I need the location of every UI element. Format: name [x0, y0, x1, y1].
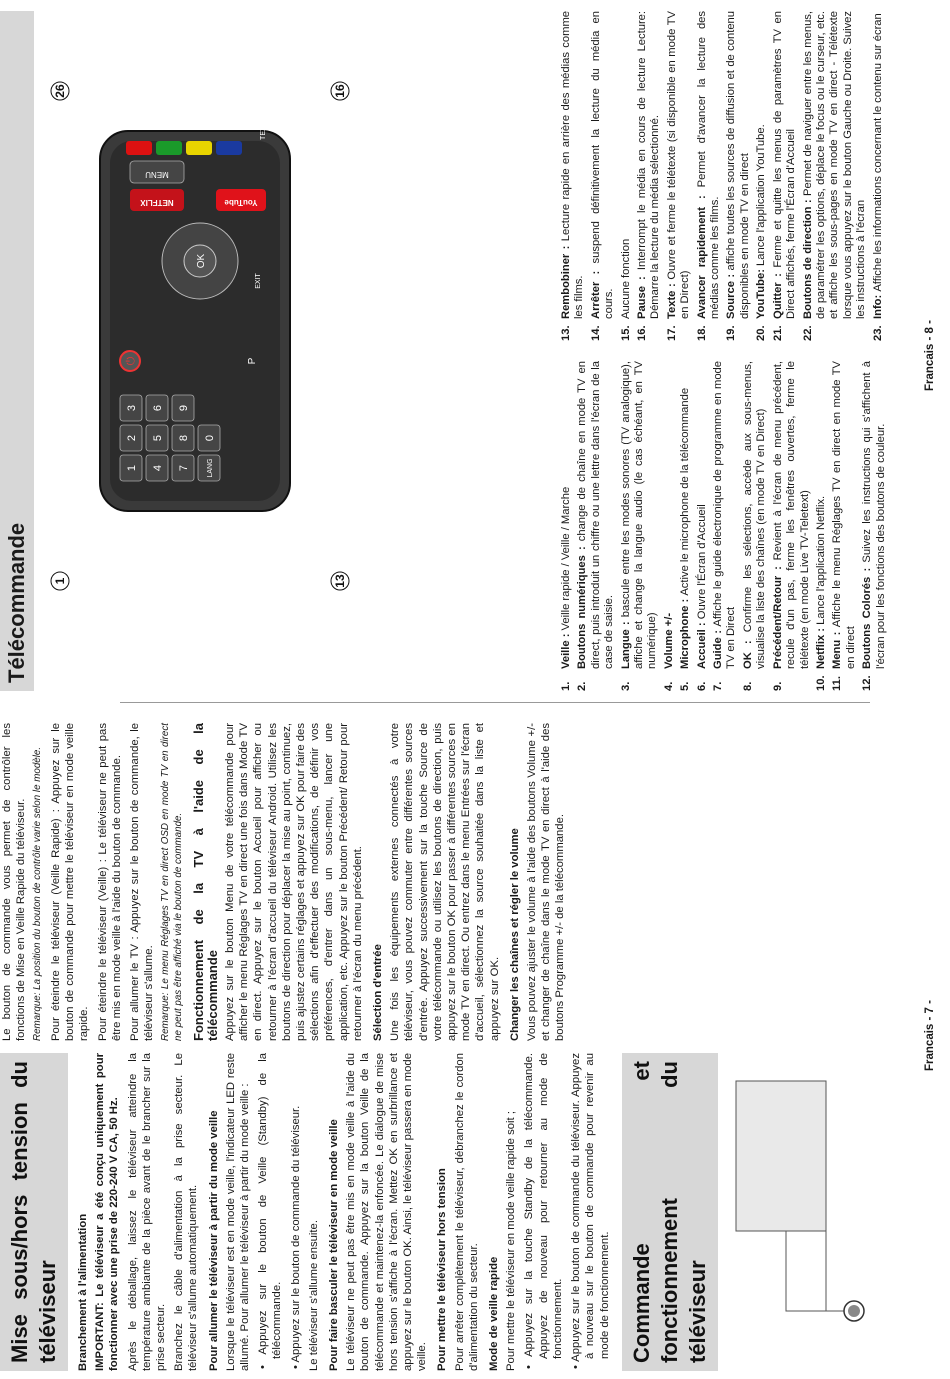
red-button[interactable]	[126, 141, 152, 155]
section-title-power: Mise sous/hors tension du téléviseur	[0, 1053, 68, 1371]
remote-key-item	[712, 361, 739, 691]
remote-key-label: Accueil :	[695, 619, 708, 669]
remote-key-label: Avancer rapidement :	[695, 187, 708, 319]
remote-key-number: 19.	[725, 325, 738, 341]
callout-13: 13	[333, 574, 347, 588]
callout-26: 26	[53, 84, 67, 98]
remote-key-number: 20.	[755, 325, 768, 341]
remote-key-description: Veille : Veille rapide / Veille / Marche	[560, 486, 572, 669]
left-column-1	[0, 1053, 876, 1371]
remote-key-item	[590, 11, 617, 341]
remote-diagram	[40, 11, 555, 691]
remote-key-item	[772, 11, 799, 341]
remote-key-item	[696, 361, 709, 691]
heading-quick-standby: Mode de veille rapide	[488, 1256, 501, 1371]
remote-key-item	[620, 361, 660, 691]
remote-key-description: Netflix : Lance l'application Netflix.	[814, 495, 827, 669]
key-6-label: 6	[152, 404, 164, 412]
paragraph-quick-off: Pour éteindre le téléviseur (Veille Rapide) : Appuyez sur le bouton de commande pour mettre le téléviseur en mode veille rapide.	[50, 723, 91, 1041]
key-2-label: 2	[126, 434, 138, 442]
remote-key-item	[560, 361, 573, 691]
remote-key-number: 16.	[636, 325, 649, 341]
paragraph-to-standby: Le téléviseur ne peut pas être mis en mode veille à l'aide du bouton de commande. Appuyez sur la bouton Veille de la télécommande et maintenez-la enfoncée. Le dialogue de mise hors tension s'affiche à l'écran. Mettez OK en surbrillance et appuyez sur le bouton OK. Ainsi, le téléviseur passera en mode veille.	[345, 1053, 429, 1371]
remote-key-description: Rembobiner : Lecture rapide en arrière des médias comme les films.	[560, 11, 586, 319]
remote-key-label: OK :	[741, 632, 754, 669]
remote-key-number: 9.	[771, 681, 784, 691]
program-label: P	[247, 357, 258, 365]
important-note: IMPORTANT: Le téléviseur a été conçu uniquement pour fonctionner avec une prise de 220-240 V CA, 50 Hz.	[94, 1053, 121, 1371]
heading-to-standby: Pour faire basculer le téléviseur en mode veille	[328, 1119, 341, 1371]
heading-remote-operation: Fonctionnement de la TV à l'aide de la télécommande	[190, 723, 220, 1041]
remote-key-number: 18.	[695, 325, 708, 341]
remote-key-number: 13.	[560, 325, 572, 341]
remote-key-label: Menu :	[831, 627, 844, 669]
remote-key-number: 2.	[576, 681, 589, 691]
remote-key-number: 4.	[662, 681, 675, 691]
green-button[interactable]	[156, 141, 182, 155]
remote-key-number: 11.	[831, 676, 844, 691]
remote-key-label: Boutons numériques :	[576, 541, 589, 669]
key-7-label: 7	[178, 464, 190, 472]
callout-16: 16	[333, 84, 347, 98]
remote-key-item	[636, 11, 663, 341]
remote-key-description: Menu : Affiche le menu Réglages TV en direct en mode TV en direct	[831, 361, 857, 669]
exit-label: EXIT	[255, 273, 262, 289]
section-title-control: Commande et fonctionnement du téléviseur	[622, 1053, 718, 1371]
blue-button[interactable]	[216, 141, 242, 155]
remote-key-description: Quitter : Ferme et quitte les menus de paramètres TV en Direct affichés, ferme l'Écran d'Accueil	[771, 11, 798, 319]
remark-control-position: Remarque: La position du bouton de contrôle varie selon le modèle.	[32, 746, 44, 1041]
remote-key-item	[696, 11, 723, 341]
page-footer-left: Francais - 7 -	[924, 1000, 936, 1071]
text-label: TEXT	[260, 122, 267, 140]
remote-key-list	[560, 11, 920, 691]
remote-key-description	[663, 361, 676, 669]
remote-key-list-columns	[560, 11, 900, 691]
remote-key-item	[666, 11, 693, 341]
paragraph-turn-on: Pour allumer le TV : Appuyez sur le bouton de commande, le téléviseur s'allume.	[129, 723, 156, 1041]
power-icon: ⏻	[125, 356, 137, 366]
remote-key-number: 17.	[665, 325, 678, 341]
remote-key-description: Boutons de direction : Permet de naviguer entre les menus, de paramétrer les options, déplace le focus ou le curseur, etc. et affiche les sous-pages en mode TV en direct - Télétexte lorsque vous appuyez sur le bouton Gauche ou Droite. Suivez les instructions à l'écran	[801, 11, 868, 319]
remote-key-label: Veille :	[560, 630, 572, 669]
remote-key-description: Avancer rapidement : Permet d'avancer la lecture des médias comme les films.	[695, 11, 722, 319]
ok-label: OK	[196, 253, 207, 269]
remote-key-item	[725, 11, 752, 341]
remote-key-label: Arrêter :	[589, 263, 602, 319]
remote-key-label: Précédent/Retour :	[771, 560, 784, 669]
remote-key-label: Texte :	[665, 279, 678, 319]
tv-corner-drawing	[726, 1071, 876, 1371]
remote-key-label: YouTube:	[755, 265, 768, 319]
remote-key-label: Info:	[871, 291, 884, 319]
paragraph-channels-volume: Vous pouvez ajuster le volume à l'aide des boutons Volume +/- et changer de chaîne dans le mode TV en direct à l'aide des boutons Programme +/- de la télécommande.	[526, 723, 567, 1041]
remote-key-item	[872, 11, 885, 341]
remote-key-label: Pause :	[636, 270, 649, 319]
remote-key-label: Netflix :	[814, 624, 827, 669]
remote-key-description: Microphone : Active le microphone de la télécommande	[679, 387, 692, 669]
remote-key-description: Arrêter : suspend définitivement la lecture du média en cours.	[589, 11, 616, 319]
remote-key-label: Microphone :	[679, 595, 692, 669]
paragraph-turns-on: Le téléviseur s'allume ensuite.	[307, 1220, 320, 1371]
key-8-label: 8	[178, 434, 190, 442]
remote-key-description: Langue : bascule entre les modes sonores (TV analogique), affiche et change la langue audio (le cas échéant, en TV numérique)	[619, 361, 659, 669]
left-page	[0, 711, 950, 1371]
paragraph-remote-operation: Appuyez sur le bouton Menu de votre télécommande pour afficher le menu Réglages TV en direct une fois dans Mode TV en direct. Appuyez sur le bouton Accueil pour afficher ou retourner à l'écran d'accueil du téléviseur Android. Utilisez les boutons de direction pour déplacer la mise au point, continuez, puis ajustez certains réglages et appuyez sur OK pour faire des sélections afin d'effectuer des modifications, de définir vos préférences, d'entrer dans un sous-menu, lancer une application, etc. Appuyez sur le bouton Précédent/ Retour pour retourner à l'écran du menu précédent.	[224, 723, 364, 1041]
heading-channels-volume: Changer les chaînes et régler le volume	[508, 828, 521, 1041]
heading-on-from-standby: Pour allumer le téléviseur à partir du mode veille	[207, 1110, 220, 1371]
paragraph-input-selection: Une fois les équipements externes connectés à votre téléviseur, vous pouvez commuter entre différentes sources d'entrée. Appuyez successivement sur la touche Source de votre télécommande ou utilisez les boutons de direction, puis appuyez sur le bouton OK pour passer à différentes sources en mode TV en direct. Ou entrez dans le menu Entrées sur l'écran d'accueil, sélectionnez la source souhaitée dans la liste et appuyez sur OK.	[389, 723, 501, 1041]
remote-key-description: Boutons Colorés : Suivez les instructions qui s'affichent à l'écran pour les fonctions des boutons de couleur.	[861, 361, 887, 669]
remote-key-number: 3.	[619, 681, 632, 691]
remote-key-item	[742, 361, 769, 691]
remote-key-number: 21.	[771, 325, 784, 341]
remote-key-description: OK : Confirme les sélections, accède aux sous-menus, visualise la liste des chaînes (en mode TV en Direct)	[741, 361, 768, 669]
paragraph-plug: Branchez le câble d'alimentation à la prise secteur. Le téléviseur s'allume automatiquement.	[173, 1053, 200, 1371]
paragraph-unpack: Après le déballage, laissez le téléviseur atteindre la température ambiante de la pièce avant de le brancher sur la prise secteur.	[126, 1053, 168, 1371]
remote-key-description: Boutons numériques : change de chaîne en mode TV en direct, puis introduit un chiffre ou une lettre dans l'écran de la case de saisie.	[576, 361, 616, 669]
netflix-label: NETFLIX	[140, 198, 174, 207]
paragraph-control-intro: Le bouton de commande vous permet de contrôler les fonctions de Mise en Veille Rapide du téléviseur.	[1, 723, 28, 1041]
paragraph-power-off: Pour arrêter complètement le téléviseur, débranchez le cordon d'alimentation du secteur.	[453, 1053, 480, 1371]
page-divider	[120, 702, 870, 703]
remote-key-item	[663, 361, 676, 691]
remote-key-item	[755, 11, 768, 341]
page-footer-right: Francais - 8 -	[924, 320, 936, 391]
key-9-label: 9	[178, 404, 190, 412]
youtube-label: YouTube	[224, 198, 258, 207]
remote-key-number: 7.	[712, 681, 725, 691]
left-column-2	[0, 723, 572, 1041]
heading-power-off: Pour mettre le téléviseur hors tension	[436, 1168, 449, 1371]
remote-key-item	[560, 11, 587, 341]
remote-key-item	[772, 361, 812, 691]
bullet-control-button: • Appuyez sur le bouton de commande du téléviseur.	[289, 1105, 302, 1369]
paragraph-standby-off: Pour éteindre le téléviseur (Veille) : Le téléviseur ne peut pas être mis en mode veille à l'aide du bouton de commande.	[96, 723, 123, 1041]
remote-key-label: Guide :	[712, 626, 725, 669]
key-0-label: 0	[204, 434, 216, 442]
bullet-control-key: • Appuyez sur le bouton de commande du téléviseur. Appuyez à nouveau sur le bouton de commande pour revenir au mode de fonctionnement.	[570, 1053, 611, 1369]
key-1-label: 1	[126, 464, 138, 472]
key-3-label: 3	[126, 404, 138, 412]
remote-key-number: 8.	[741, 681, 754, 691]
tv-control-illustration	[726, 1053, 876, 1371]
remote-key-description: Info: Affiche les informations concernant le contenu sur écran	[871, 13, 884, 319]
yellow-button[interactable]	[186, 141, 212, 155]
remote-key-item	[861, 361, 888, 691]
bullet-standby-key: • Appuyez sur la touche Standby de la télécommande. Appuyez de nouveau pour retourner au mode de fonctionnement.	[523, 1053, 564, 1369]
remote-key-number: 22.	[801, 325, 814, 341]
remote-key-item	[576, 361, 616, 691]
remote-title: Télécommande	[0, 11, 34, 691]
remote-key-description: Précédent/Retour : Revient à l'écran de menu précédent, recule d'un pas, ferme les fenêtres ouvertes, ferme le télétexte (en mode Live TV-Teletext)	[771, 361, 811, 669]
remote-key-item	[679, 361, 692, 691]
remote-key-number: 10.	[814, 675, 827, 691]
key-4-label: 4	[152, 464, 164, 472]
remote-key-description: Pause : Interrompt le média en cours de lecture Lecture: Démarre la lecture du média sélectionné.	[636, 11, 662, 319]
remote-key-description: Guide : Affiche le guide électronique de programme en mode TV en Direct	[712, 361, 738, 669]
paragraph-on-from-standby: Lorsque le téléviseur est en mode veille, l'indicateur LED reste allumé. Pour allumer le téléviseur à partir du mode veille :	[224, 1053, 252, 1371]
remote-key-item	[802, 11, 869, 341]
paragraph-quick-standby: Pour mettre le téléviseur en mode veille rapide soit ;	[505, 1111, 518, 1371]
remote-key-item	[831, 361, 858, 691]
remark-osd: Remarque: Le menu Réglages TV en direct OSD en mode TV en direct ne peut pas être affiché via le bouton de commande.	[160, 723, 185, 1041]
remote-key-description: Texte : Ouvre et ferme le télétexte (si disponible en mode TV en Direct)	[665, 11, 692, 319]
remote-key-number: 1.	[560, 681, 572, 691]
remote-key-label: Boutons Colorés :	[861, 562, 874, 669]
remote-figure	[40, 11, 555, 691]
key-5-label: 5	[152, 434, 164, 442]
lang-label: LANG	[207, 458, 214, 478]
heading-input-selection: Sélection d'entrée	[372, 944, 385, 1041]
remote-key-item	[815, 361, 828, 691]
heading-power-connection: Branchement à l'alimentation	[77, 1213, 89, 1371]
remote-key-description: Source : affiche toutes les sources de diffusion et de contenu disponibles en mode TV en direct	[725, 11, 751, 319]
remote-key-number: 5.	[679, 681, 692, 691]
remote-key-label: Quitter :	[771, 267, 784, 319]
remote-key-label: Boutons de direction :	[801, 195, 814, 319]
remote-key-number: 12.	[861, 675, 874, 691]
remote-key-description: YouTube: Lance l'application YouTube.	[755, 124, 768, 319]
remote-key-number: 15.	[619, 325, 632, 341]
remote-key-label: Rembobiner :	[560, 241, 572, 319]
remote-key-number: 6.	[695, 681, 708, 691]
bullet-standby-button: • Appuyez sur le bouton de Veille (Standby) de la télécommande.	[257, 1053, 284, 1369]
remote-key-number: 14.	[589, 325, 602, 341]
remote-key-number: 23.	[871, 325, 884, 341]
callout-1: 1	[53, 577, 67, 585]
remote-key-item	[620, 11, 633, 341]
remote-key-description: Accueil : Ouvre l'Écran d'Accueil	[695, 504, 708, 669]
remote-key-label: Source :	[725, 270, 738, 319]
remote-key-description: Aucune fonction	[619, 238, 632, 319]
remote-key-label: Langue :	[619, 617, 632, 669]
remote-key-label: Volume +/-	[662, 612, 675, 669]
menu-label: MENU	[145, 170, 169, 179]
